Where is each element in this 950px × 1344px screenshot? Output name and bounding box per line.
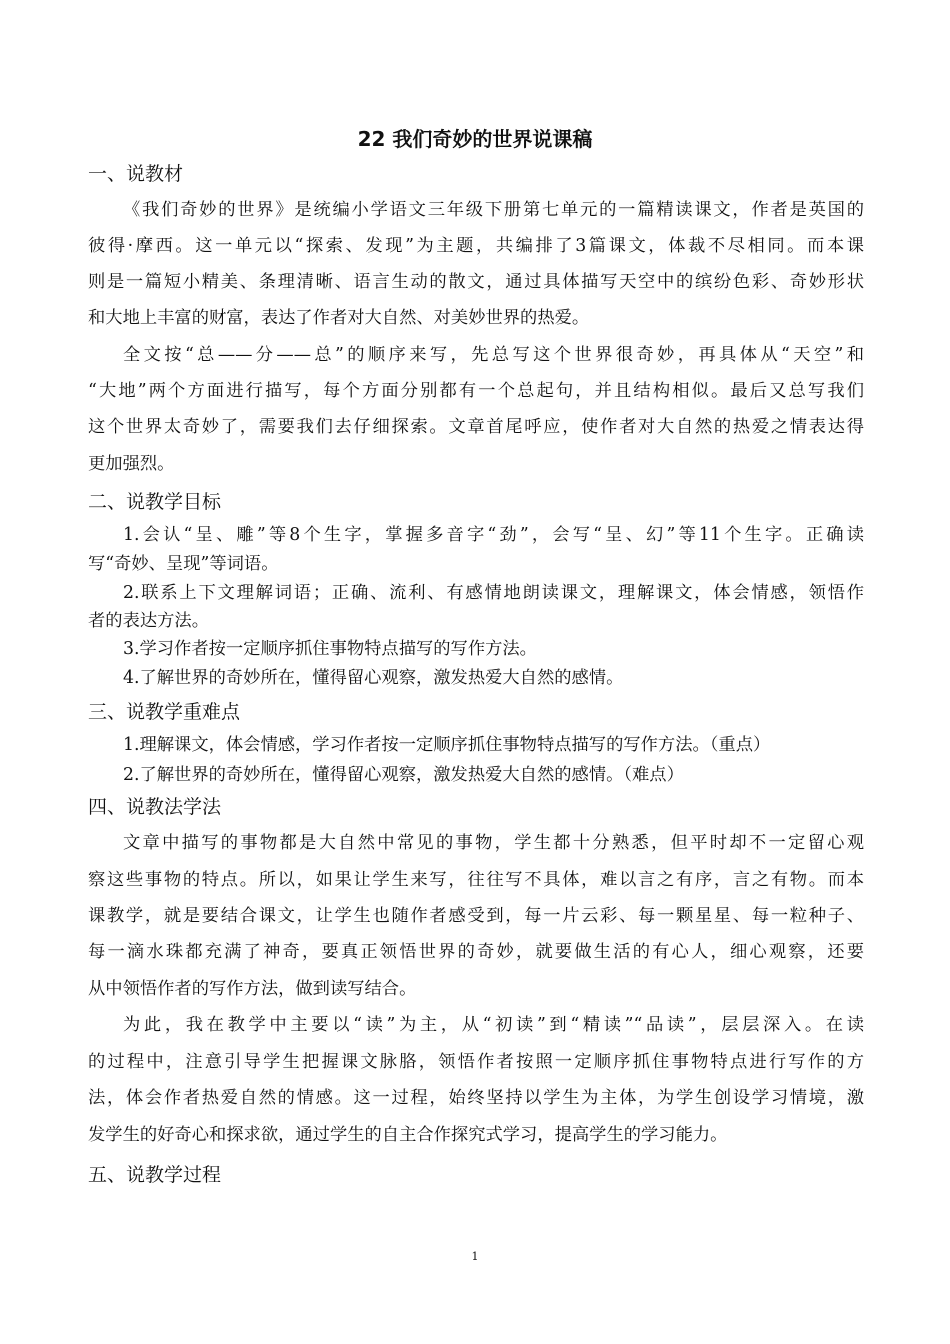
text-line: 1.会认“呈、雕”等8个生字，掌握多音字“劲”，会写“呈、幻”等11个生字。正确读 bbox=[123, 525, 864, 545]
text-line: 1.理解课文，体会情感，学习作者按一定顺序抓住事物特点描写的写作方法。（重点） bbox=[123, 735, 771, 755]
section-heading-1: 一、说教材 bbox=[88, 163, 184, 185]
text-line: 《我们奇妙的世界》是统编小学语文三年级下册第七单元的一篇精读课文，作者是英国的 bbox=[123, 200, 864, 220]
text-line: 彼得·摩西。这一单元以“探索、发现”为主题，共编排了3篇课文，体裁不尽相同。而本课 bbox=[88, 236, 864, 256]
text-line: 3.学习作者按一定顺序抓住事物特点描写的写作方法。 bbox=[123, 639, 537, 659]
section-heading-4: 四、说教法学法 bbox=[88, 796, 222, 818]
text-line: 2.联系上下文理解词语；正确、流利、有感情地朗读课文，理解课文，体会情感，领悟作 bbox=[123, 583, 864, 603]
text-line: 4.了解世界的奇妙所在，懂得留心观察，激发热爱大自然的感情。 bbox=[123, 668, 624, 688]
text-line: 的过程中，注意引导学生把握课文脉胳，领悟作者按照一定顺序抓住事物特点进行写作的方 bbox=[88, 1052, 864, 1072]
section-heading-2: 二、说教学目标 bbox=[88, 491, 222, 513]
text-line: 全文按“总——分——总”的顺序来写，先总写这个世界很奇妙，再具体从“天空”和 bbox=[123, 345, 864, 365]
text-line: 2.了解世界的奇妙所在，懂得留心观察，激发热爱大自然的感情。（难点） bbox=[123, 765, 684, 785]
text-line: 课教学，就是要结合课文，让学生也随作者感受到，每一片云彩、每一颗星星、每一粒种子、 bbox=[88, 906, 864, 926]
text-line: 则是一篇短小精美、条理清晰、语言生动的散文，通过具体描写天空中的缤纷色彩、奇妙形状 bbox=[88, 272, 864, 292]
page-number: 1 bbox=[471, 1250, 479, 1263]
section-heading-3: 三、说教学重难点 bbox=[88, 701, 241, 723]
text-line: 法，体会作者热爱自然的情感。这一过程，始终坚持以学生为主体，为学生创设学习情境，激 bbox=[88, 1088, 864, 1108]
text-line: 察这些事物的特点。所以，如果让学生来写，往往写不具体，难以言之有序，言之有物。而本 bbox=[88, 870, 864, 890]
text-line: 更加强烈。 bbox=[88, 454, 175, 474]
text-line: 文章中描写的事物都是大自然中常见的事物，学生都十分熟悉，但平时却不一定留心观 bbox=[123, 833, 864, 853]
section-heading-5: 五、说教学过程 bbox=[88, 1164, 222, 1186]
text-line: 每一滴水珠都充满了神奇，要真正领悟世界的奇妙，就要做生活的有心人，细心观察，还要 bbox=[88, 942, 864, 962]
text-line: 者的表达方法。 bbox=[88, 611, 209, 631]
text-line: 为此，我在教学中主要以“读”为主，从“初读”到“精读”“品读”，层层深入。在读 bbox=[123, 1015, 864, 1035]
text-line: 写“奇妙、呈现”等词语。 bbox=[88, 554, 279, 574]
text-line: 和大地上丰富的财富，表达了作者对大自然、对美妙世界的热爱。 bbox=[88, 308, 590, 328]
text-line: 这个世界太奇妙了，需要我们去仔细探索。文章首尾呼应，使作者对大自然的热爱之情表达得 bbox=[88, 417, 864, 437]
text-line: 从中领悟作者的写作方法，做到读写结合。 bbox=[88, 979, 417, 999]
document-title: 22 我们奇妙的世界说课稿 bbox=[357, 127, 593, 151]
text-line: “大地”两个方面进行描写，每个方面分别都有一个总起句，并且结构相似。最后又总写我们 bbox=[88, 381, 864, 401]
text-line: 发学生的好奇心和探求欲，通过学生的自主合作探究式学习，提高学生的学习能力。 bbox=[88, 1125, 728, 1145]
